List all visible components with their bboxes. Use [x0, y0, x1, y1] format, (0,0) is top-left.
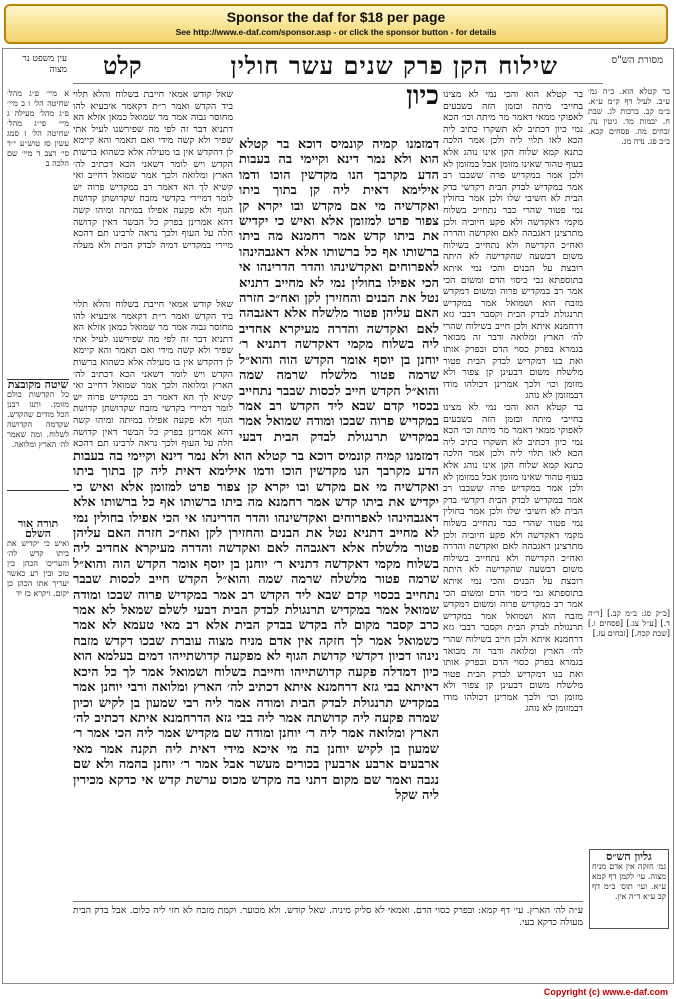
ein-mishpat-label: עין משפט נר מצוה: [22, 54, 67, 75]
gemara-upper: דמזמנו קמיה קונמיס דוכא בר קטלא הוא ולא נמר דינא וקיימי בה בעבות הדע מקרבך הנו מקדשין הוכו ודמו אילימא דאית ליה קן בתוך ביתו ואקדשיה מי אם מקדש ובו יקרא קן צפור פרט למזומן אלא ואיש כי יקדיש את ביתו קדש אמר רחמנא מה ביתו ברשותו אף כל ברשותו אלא דאגבהינהו לאפרוחים ואקדשינהו והדר הדרינהו אי הכי אפילו בחולין נמי לא מחייב דתניא נטל את הבנים והחזירן לקן ואח״כ חזרה האם עליהן פטור מלשלח אלא דאגבהה לאם ואקדשה והדרה מעיקרא אחדיב ליה בשלוח מקמי דאקדשה דתניא ר׳ יוחנן בן יוסף אומר הקדש הוה והוא״ל שרמה פטור מלשלח שרמה שמה והוא״ל הקדש חייב לכסות שבבר נתחייב בכסוי קדם שבא ליד הקדש רב אמר במקדיש פרוה שבכו ומודה שמואל אמר במקדיש תרנגולת לבדק הבית דבעי: [239, 137, 439, 445]
tosafot-body: שאל קודש אמאי חייבת בשלוח והלא תלוי ביד הקדש ואמר ר״ת דקאמר איבעיא להו מחוסר גבוה אמר מר שמואל כמאן אזלא הא דתניא דבר זה לפי מה שפירשנו לעיל אתי שפיר ולא קשה מידי ואם תאמר והא קיימא לן דהקדש אין בו מעילה אלא כשהוא ברשות הקדש ויש לומר דשאני הכא דכתיב לה׳ הארץ ומלואה ולכך אמר שמואל דחייב ואי קשיא לך הא דאמר רב במקדיש פרוה יש לומר דמיירי בקדשי מזבח שקדושתן קדושת הגוף ולא פקעה אפילו במיתה ומיהו קשה דהא אמרינן בפרק כל הבשר דאין קדושה חלה על העוף ולכך נראה לרבינו תם דהכא: [73, 299, 233, 449]
torah-or-text: ואיש כי יקדיש את ביתו קדש לה׳ והעריכו הכהן בין טוב ובין רע כאשר יעריך אתו הכהן כן יקום. ויקרא כז יד: [7, 539, 69, 598]
right-notes: [כ״ק סג: ב״מ קב.] [ר״ה ד.] [ע״ל צג.] [פסחים ו.] [שבת קכח.] [זבחים עז.]: [588, 609, 670, 638]
masoret-hashas: בר קטלא הוא. כ״ה גמ׳ ע״ב. לעיל דף ק״מ ע״א. ב״מ קב. ברכות לג. שבת ח. יבמות מד. גיטין נה. זבחים מה. פסחים קכא. ב״ב פג. נדה מג.: [588, 87, 670, 146]
gilyon-title: גליון הש״ס: [606, 850, 652, 863]
torah-or-title: תורה אור השלם: [17, 519, 59, 540]
gilyon-box: [589, 849, 669, 929]
gilyon-text: גמ׳ חזקה אין אדם מניח מצוה. עי׳ לקמן דף קמא ע״א. ועי׳ תוס׳ ב״מ דף קב ע״א ד״ה אין.: [592, 862, 666, 901]
gemara-opening-word: כיון: [406, 89, 439, 111]
shita-text: כל הקדשות כולם מזומן. ותנו רבנן הכל מודים שהקדש. שקדמה הקדושה לשלוח. ומה שאמר לה׳ הארץ ומלואה.: [7, 390, 69, 449]
bottom-commentary: ע״ה לה׳ הארץ. עי׳ דף קמא: ובפרק כסוי הדם. ואמאי לא סליק מיניה. שאל קודש. ולא מכוער. וקמת מזבח לא חזי ליה כלום. אבל בדק הבית מעולה כדקא בעי.: [73, 905, 583, 928]
shita-title: שיטה מקובצת: [7, 379, 69, 391]
torah-or-box: [7, 519, 69, 659]
talmud-page: [2, 48, 674, 984]
rashi-text-cont: בר קטלא הוא והכי נמי לא מצינו בחייבי מיתה ובזמן הזה בשבעים לאפוקי ממאי דאמר מר מיתה וכו׳ הכא נמי כיון דכתיב לא תשקרו כתיב ליה הכא לאו תלוי ליה ולכן אמר הלכה כתנא קמא שלוח הקן אינו נוהג אלא בעוף טהור שאינו מזומן אבל במזומן לא ולכן אמר במקדיש פרה ששבבו רב אמר במקדיש לבדק הבית דקדשי בדק הבית לא חשיבי שלו ולכן אמר בחולין נמי פטור שהרי כבר נתחייב בשלוח מקמי דאקדשה ולא פקע חיוביה ולכן מתרצינן דאגבהה לאם ואקדשה והדרה ואח״כ הקדישה ולא נתחייב בשילוח משום דבשעה שהקדישה לא היתה רובצת על הבנים והכי נמי איתא בתוספתא גבי כיסוי הדם ומשום הכי אמר רב במקדיש פרוה ומשום דמקדש מזבח הוא ושמואל אמר במקדיש תרנגולת לבדק הבית וקסבר דבבי גזא דרחמנא איתא ולכן חייב בשילוח שהרי לה׳ הארץ ומלואה ודבר זה מבואר בגמרא בפרק כסוי הדם ובפרק אותו ואת בנו דמקדיש לבדק הבית פטור מלשלח משום דבעינן קן צפור ולא מזומן וכו׳ ולכך אמרינן דכולהו מודו דבמזומן לא נוהג: [443, 402, 583, 715]
sponsor-subtitle[interactable]: See http://www.e-daf.com/sponsor.asp - or click the sponsor button - for details: [175, 27, 497, 37]
daf-number: קלט: [103, 51, 142, 80]
rashi-commentary: [443, 89, 583, 879]
sponsor-banner[interactable]: [4, 4, 668, 44]
masoret-label: מסורת הש"ס: [611, 55, 663, 66]
bottom-rule: [73, 901, 583, 902]
gemara-main: דמזמנו קמיה קונמיס דוכא בר קטלא הוא ולא נמר דינא וקיימי בה בעבות הדע מקרבך הנו מקדשין הוכו ודמו אילימא דאית ליה קן בתוך ביתו ואקדשיה מי אם מקדש ובו יקרא קן צפור פרט למזומן אלא ואיש כי יקדיש את ביתו קדש אמר רחמנא מה ביתו ברשותו אף כל ברשותו אלא דאגבהינהו לאפרוחים ואקדשינהו והדר הדרינהו אי הכי אפילו בחולין נמי לא מחייב דתניא נטל את הבנים והחזירן לקן ואח״כ חזרה האם עליהן פטור מלשלח אלא דאגבהה לאם ואקדשה והדרה מעיקרא אחדיב ליה בשלוח מקמי דאקדשה דתניא ר׳ יוחנן בן יוסף אומר הקדש הוה והוא״ל שרמה פטור מלשלח שרמה שמה והוא״ל הקדש חייב לכסות שבבר נתחייב בכסוי קדם שבא ליד הקדש רב אמר במקדיש פרוה שבכו ומודה שמואל אמר במקדיש תרנגולת לבדק הבית דבעי לשלם שמאל לא אמר כרב קסבר מקום לה בקדש בבדק הבית אלא רב מאי טעמא לא אמר כשמואל אמר לך חזקה אין אדם מניח מצוה עוברת שבכו דקדש מזבח נינהו דכיון דקדשי קדושת הגוף לא מפקעה קדושתייהו דמים בעלמא הוא כיון דמדלה פקעה קדושתייהו וחייבת בשלוח ושמואל אמר לך כל היכא דאיתא בבי גזא דרחמנא איתא דכתיב לה׳ הארץ ומלואה ורבי יוחנן אמר במקדיש תרנגולת לבדק הבית ומודה אמר ליה רבי שמעון בן לקיש וכיון שמרה פקעה ליה קדושתה אמר ליה בבי גזא הדרחמנא איתא דכתיב לה׳ הארץ ומלואה אמר ליה ר׳ יוחנן ומודה שם מקדיש אמר ליה הכי אמר ר׳ שמעון בן לקיש יוחנן בה מי איכא מידי דאית ליה תקנה אמר מאי ארבעים ארבע ארבעין בכורים מעשר אבל אמר ר׳ יוחנן בהמה ולא שם נגבה ואמר שם מקום דתני בה מקדש מכוס ערשת קדש אי כדקא מכירין ליה שקל: [73, 449, 439, 803]
page-header: שילוח הקן פרק שנים עשר חולין: [230, 51, 558, 80]
sponsor-title: Sponsor the daf for $18 per page: [226, 9, 446, 25]
rashi-text: בר קטלא הוא והכי נמי לא מצינו בחייבי מיתה ובזמן הזה בשבעים לאפוקי ממאי דאמר מר מיתה וכו׳ הכא נמי כיון דכתיב לא תשקרו כתיב ליה הכא לאו תלוי ליה ולכן אמר הלכה כתנא קמא שלוח הקן אינו נוהג אלא בעוף טהור שאינו מזומן אבל במזומן לא ולכן אמר במקדיש פרה ששבבו רב אמר במקדיש לבדק הבית דקדשי בדק הבית לא חשיבי שלו ולכן אמר בחולין נמי פטור שהרי כבר נתחייב בשלוח מקמי דאקדשה ולא פקע חיוביה ולכן מתרצינן דאגבהה לאם ואקדשה והדרה ואח״כ הקדישה ולא נתחייב בשילוח משום דבשעה שהקדישה לא היתה רובצת על הבנים והכי נמי איתא בתוספתא גבי כיסוי הדם ומשום הכי אמר רב במקדיש פרוה ומשום דמקדש מזבח הוא ושמואל אמר במקדיש תרנגולת לבדק הבית וקסבר דבבי גזא דרחמנא איתא ולכן חייב בשילוח שהרי לה׳ הארץ ומלואה ודבר זה מבואר בגמרא בפרק כסוי הדם ובפרק אותו ואת בנו דמקדיש לבדק הבית פטור מלשלח משום דבעינן קן צפור ולא מזומן וכו׳ ולכך אמרינן דכולהו מודו דבמזומן לא נוהג: [443, 89, 583, 402]
ein-mishpat: א מיי׳ פ״ג מהל׳ שחיטה הל׳ ו ב מיי׳ פ״ג מהל׳ מעילה ג מיי׳ פי״ג מהל׳ שחיטה הל׳ ז סמג עשין סז טוש״ע י״ד סי׳ רצב ד מיי׳ שם הלכה ב: [7, 89, 69, 168]
shita-mekubetzet-box: [7, 379, 69, 491]
gemara-opening: [239, 89, 439, 135]
tosafot-top: שאל קודש אמאי חייבת בשלוח והלא תלוי ביד הקדש ואמר ר״ת דקאמר איבעיא להו מחוסר גבוה אמר מר שמואל כמאן אזלא הא דתניא דבר זה לפי מה שפירשנו לעיל אתי שפיר ולא קשה מידי ואם תאמר והא קיימא לן דהקדש אין בו מעילה אלא כשהוא ברשות הקדש ויש לומר דשאני הכא דכתיב לה׳ הארץ ומלואה ולכך אמר שמואל דחייב ואי קשיא לך הא דאמר רב במקדיש פרוה יש לומר דמיירי בקדשי מזבח שקדושתן קדושת הגוף ולא פקעה אפילו במיתה ומיהו קשה דהא אמרינן בפרק כל הבשר דאין קדושה חלה על העוף ולכך נראה לרבינו תם דהכא מיירי במקדיש דמיה לבדק הבית ולא מעלה: [73, 89, 233, 249]
header-rule: [73, 83, 603, 84]
copyright[interactable]: Copyright (c) www.e-daf.com: [543, 987, 668, 997]
